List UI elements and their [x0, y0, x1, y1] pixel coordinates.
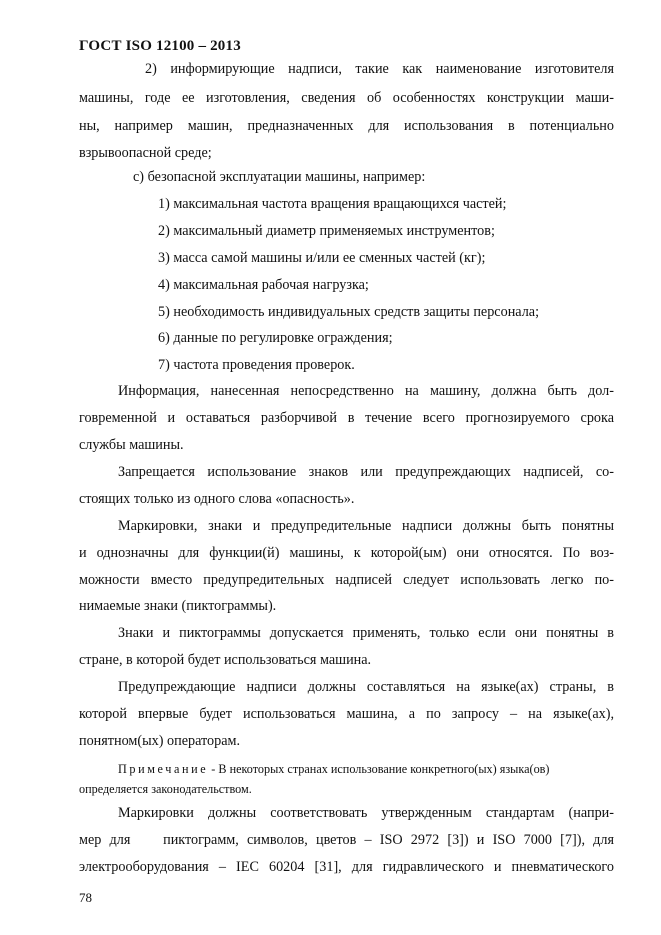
document-header: ГОСТ ISO 12100 – 2013	[79, 38, 241, 54]
list-item: 2) максимальный диаметр применяемых инструментов;	[158, 223, 495, 239]
text-line: мер для пиктограмм, символов, цветов – ISO 2972 [3]) и ISO 7000 [7]), для	[79, 832, 614, 848]
note-line: определяется законодательством.	[79, 782, 252, 796]
text-line: Знаки и пиктограммы допускается применять, только если они понятны в	[118, 625, 614, 641]
text-line: Информация, нанесенная непосредственно на машину, должна быть дол-	[118, 383, 614, 399]
text-line: взрывоопасной среде;	[79, 145, 212, 161]
text-line: которой впервые будет использоваться машина, а по запросу – на языке(ах),	[79, 706, 614, 722]
text-line: и однозначны для функции(й) машины, к которой(ым) они относятся. По воз-	[79, 545, 614, 561]
list-item: 7) частота проведения проверок.	[158, 357, 355, 373]
text-line: машины, годе ее изготовления, сведения об особенностях конструкции маши-	[79, 90, 614, 106]
list-item: 5) необходимость индивидуальных средств защиты персонала;	[158, 304, 540, 320]
text-line: Маркировки, знаки и предупредительные надписи должны быть понятны	[118, 518, 614, 534]
text-line: Запрещается использование знаков или предупреждающих надписей, со-	[118, 464, 614, 480]
text-line: можности вместо предупредительных надписей следует использовать легко по-	[79, 572, 614, 588]
text-line: стоящих только из одного слова «опасность».	[79, 491, 355, 507]
text-line: службы машины.	[79, 437, 184, 453]
text-line: нимаемые знаки (пиктограммы).	[79, 598, 277, 614]
text-line: Предупреждающие надписи должны составляться на языке(ах) страны, в	[118, 679, 614, 695]
list-item: 4) максимальная рабочая нагрузка;	[158, 277, 369, 293]
text-line: Маркировки должны соответствовать утвержденным стандартам (напри-	[118, 805, 614, 821]
note-label: Примечание	[118, 762, 209, 776]
note-line	[118, 760, 614, 778]
note-text: - В некоторых странах использование конкретного(ых) языка(ов)	[208, 762, 550, 776]
page-number: 78	[79, 890, 92, 905]
text-line: говременной и оставаться разборчивой в течение всего прогнозируемого срока	[79, 410, 614, 426]
text-line: ны, например машин, предназначенных для использования в потенциально	[79, 118, 614, 134]
list-item: 1) максимальная частота вращения вращающихся частей;	[158, 196, 507, 212]
text-line: 2) информирующие надписи, такие как наименование изготовителя	[145, 61, 614, 77]
text-line: стране, в которой будет использоваться машина.	[79, 652, 372, 668]
text-line: электрооборудования – IEC 60204 [31], для гидравлического и пневматического	[79, 859, 614, 875]
list-heading: c) безопасной эксплуатации машины, например:	[133, 169, 426, 185]
text-line: понятном(ых) операторам.	[79, 733, 241, 749]
list-item: 3) масса самой машины и/или ее сменных частей (кг);	[158, 250, 486, 266]
list-item: 6) данные по регулировке ограждения;	[158, 330, 393, 346]
